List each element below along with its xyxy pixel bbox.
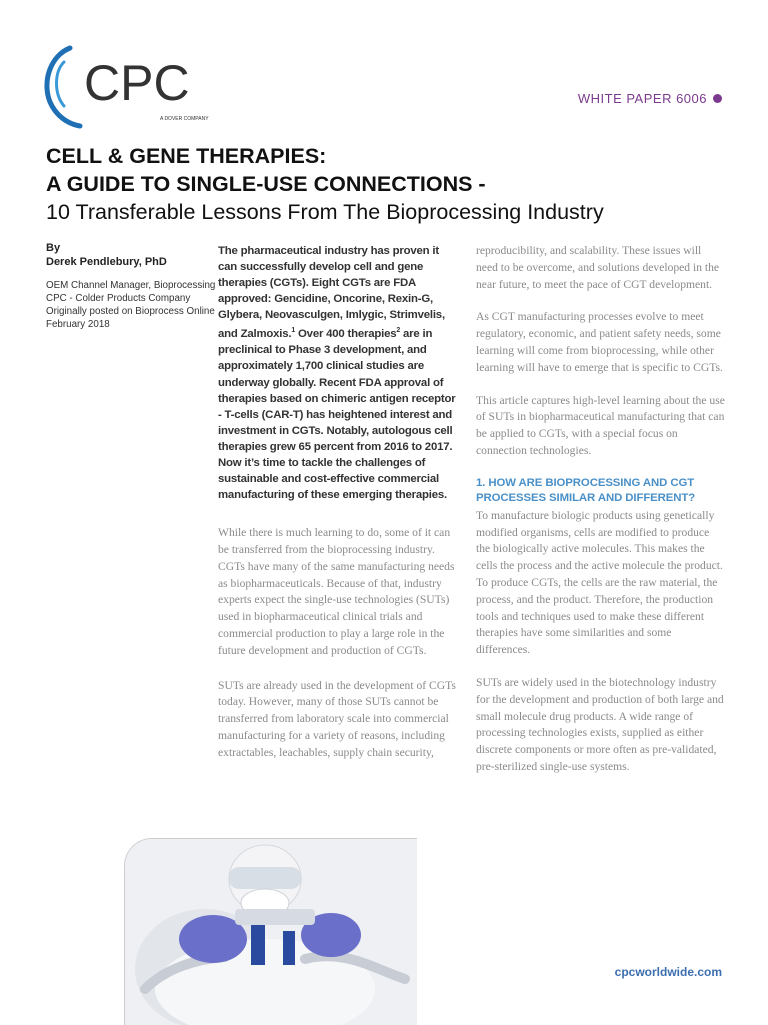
byline: [46, 241, 216, 331]
column-1: [218, 243, 458, 780]
doc-type-text: WHITE PAPER 6006: [577, 91, 707, 106]
footnote-ref-2: 2: [396, 327, 401, 335]
lead-text-b: Over 400 therapies: [295, 328, 397, 341]
lab-technician-photo: [124, 838, 417, 1025]
doc-type-label: [578, 91, 722, 106]
byline-by: By: [46, 242, 61, 254]
body-paragraph: While there is much learning to do, some of it can be transferred from the bioprocessing industry. CGTs have many of the same manufacturing needs as biopharmaceuticals. Because of that, industry experts expect the single-use technologies (SUTs) used in biopharmaceutical clinical trials and commercial production to play a large role in the future development and production of CGTs.: [218, 526, 455, 657]
byline-role: OEM Channel Manager, Bioprocessing: [46, 280, 216, 291]
body-paragraph: SUTs are already used in the development of CGTs today. However, many of those SUTs cannot be transferred from laboratory scale into commercial manufacturing for a variety of reasons, including extractables, leachables, supply chain security,: [218, 678, 456, 759]
logo-text: CPC: [84, 55, 190, 111]
byline-company: CPC - Colder Products Company: [46, 293, 191, 304]
footnote-ref-1: 1: [291, 327, 296, 335]
title-line-2: A GUIDE TO SINGLE-USE CONNECTIONS -: [46, 172, 486, 196]
body-paragraph: As CGT manufacturing processes evolve to meet regulatory, economic, and patient safety needs, some learning will come from bioprocessing, while other learning will have to emerge that is specific to CGTs.: [476, 310, 723, 374]
body-paragraph: SUTs are widely used in the biotechnology industry for the development and production of both large and small molecule drug products. A wide range of processing technologies exists, supplied as either discrete components or more often as pre-validated, pre-sterilized single-use systems.: [476, 675, 724, 773]
title-line-3: 10 Transferable Lessons From The Bioprocessing Industry: [46, 200, 604, 224]
body-paragraph: To manufacture biologic products using genetically modified organisms, cells are modified to produce the biologically active molecules. This makes the cells the process and the active molecule the product. To produce CGTs, the cells are the raw material, the process, and the product. Therefore, the production tools and techniques used to make these different therapies have some similarities and some differences.: [476, 508, 723, 657]
purple-dot-icon: [713, 94, 722, 103]
lead-text-c: are in preclinical to Phase 3 development, and approximately 1,700 clinical studies are underway globally. Recent FDA approval of therapies based on chimeric antigen receptor - T-cells (CAR-T) has heightened interest and investment in CGTs. Notably, autologous cell therapies grew 65 percent from 2016 to 2017. Now it’s time to tackle the challenges of sustainable and cost-effective commercial manufacturing of these emerging therapies.: [218, 328, 456, 502]
byline-meta: [46, 279, 216, 331]
byline-date: February 2018: [46, 319, 110, 330]
body-paragraph: This article captures high-level learning about the use of SUTs in biopharmaceutical manufacturing that can be applied to CGTs, with a special focus on connection technologies.: [476, 393, 725, 457]
lead-text-a: The pharmaceutical industry has proven it can successfully develop cell and gene therapies (CGTs). Eight CGTs are FDA approved: Gencidine, Oncorine, Rexin-G, Glybera, Neovasculgen, Imlygic, Strimvelis, and Zalmoxis.: [218, 245, 445, 341]
column-2: [476, 243, 726, 792]
byline-posted: Originally posted on Bioprocess Online: [46, 306, 215, 317]
footer-website-link[interactable]: cpcworldwide.com: [614, 965, 722, 979]
logo-ring-icon: [47, 48, 80, 126]
cpc-logo: [40, 42, 230, 130]
body-paragraph: reproducibility, and scalability. These issues will need to be overcome, and solutions developed in the near future, to meet the pace of CGT development.: [476, 244, 720, 291]
page-title: [46, 142, 736, 226]
lead-paragraph: [218, 243, 458, 503]
logo-tagline: A DOVER COMPANY: [160, 116, 209, 122]
byline-author: Derek Pendlebury, PhD: [46, 256, 167, 268]
title-line-1: CELL & GENE THERAPIES:: [46, 144, 327, 168]
section-heading: 1. HOW ARE BIOPROCESSING AND CGT PROCESSES SIMILAR AND DIFFERENT?: [476, 476, 696, 504]
